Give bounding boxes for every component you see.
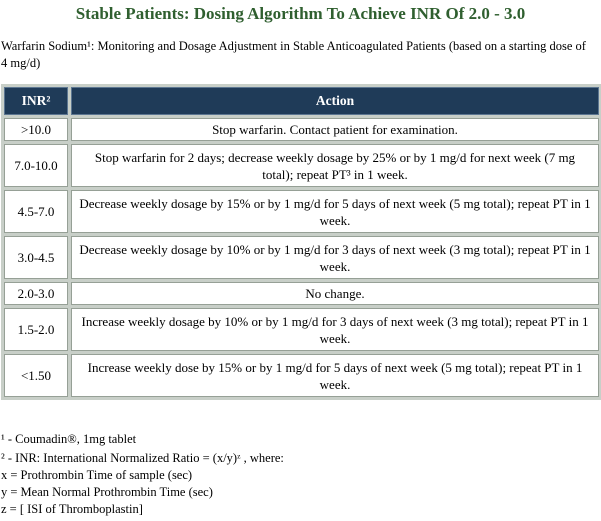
footnote-coumadin: ¹ - Coumadin®, 1mg tablet [1, 432, 137, 446]
inr-cell: >10.0 [4, 118, 68, 141]
inr-cell: 4.5-7.0 [4, 190, 68, 233]
footnotes [1, 431, 284, 518]
page-title: Stable Patients: Dosing Algorithm To Achieve INR Of 2.0 - 3.0 [75, 4, 526, 23]
footnote-z-definition: z = [ ISI of Thromboplastin] [1, 502, 143, 516]
footnote-y-definition: y = Mean Normal Prothrombin Time (sec) [1, 485, 213, 499]
table-row [4, 236, 599, 279]
inr-cell: <1.50 [4, 354, 68, 397]
action-cell: Increase weekly dosage by 10% or by 1 mg/d for 3 days of next week (3 mg total); repeat PT in 1 week. [71, 308, 599, 351]
footnote-inr-formula: ² - INR: International Normalized Ratio = (x/y)ᶻ , where: [1, 451, 284, 465]
footnote-x-definition: x = Prothrombin Time of sample (sec) [1, 468, 193, 482]
table-row [4, 282, 599, 305]
action-cell: Decrease weekly dosage by 15% or by 1 mg/d for 5 days of next week (5 mg total); repeat PT in 1 week. [71, 190, 599, 233]
inr-cell: 3.0-4.5 [4, 236, 68, 279]
table-row [4, 144, 599, 187]
inr-cell: 2.0-3.0 [4, 282, 68, 305]
table-header-row [4, 87, 599, 115]
action-cell: No change. [71, 282, 599, 305]
action-cell: Decrease weekly dosage by 10% or by 1 mg/d for 3 days of next week (3 mg total); repeat PT in 1 week. [71, 236, 599, 279]
action-cell: Increase weekly dose by 15% or by 1 mg/d for 5 days of next week (5 mg total); repeat PT in 1 week. [71, 354, 599, 397]
action-cell: Stop warfarin for 2 days; decrease weekly dosage by 25% or by 1 mg/d for next week (7 mg total); repeat PT³ in 1 week. [71, 144, 599, 187]
table-row [4, 308, 599, 351]
inr-cell: 1.5-2.0 [4, 308, 68, 351]
table-row [4, 354, 599, 397]
action-column-header: Action [71, 87, 599, 115]
intro-text: Warfarin Sodium¹: Monitoring and Dosage Adjustment in Stable Anticoagulated Patients (based on a starting dose of 4 mg/d) [1, 39, 586, 70]
inr-cell: 7.0-10.0 [4, 144, 68, 187]
dosing-table [1, 84, 601, 400]
table-row [4, 190, 599, 233]
table-row [4, 118, 599, 141]
action-cell: Stop warfarin. Contact patient for examination. [71, 118, 599, 141]
inr-column-header: INR² [4, 87, 68, 115]
